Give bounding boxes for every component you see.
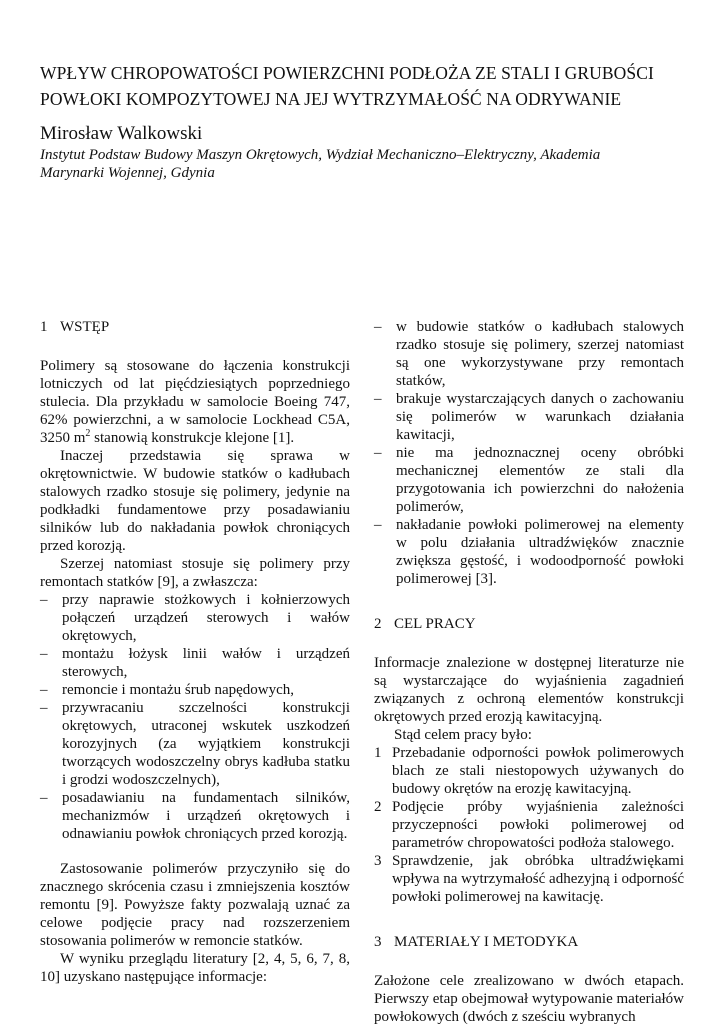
section-title: WSTĘP bbox=[60, 319, 110, 335]
author-affiliation bbox=[40, 146, 690, 182]
item-number: 3 bbox=[374, 853, 382, 869]
list-item: – nakładanie powłoki polimerowej na elementy w polu działania ultradźwięków znacznie zwiększa gęstość, i wodoodporność powłoki polimerowej [3]. bbox=[374, 517, 684, 587]
repair-uses-list bbox=[40, 591, 350, 843]
section-number: 1 bbox=[40, 319, 48, 335]
dash-bullet: – bbox=[374, 391, 382, 407]
superscript: 2 bbox=[85, 428, 91, 439]
dash-bullet: – bbox=[374, 319, 382, 335]
section-heading-intro bbox=[40, 318, 350, 336]
affiliation-line-1: Instytut Podstaw Budowy Maszyn Okrętowych, Wydział Mechaniczno–Elektryczny, Akademia bbox=[40, 147, 601, 163]
goal-paragraph-2: Stąd celem pracy było: bbox=[394, 727, 532, 743]
right-column bbox=[374, 318, 684, 1026]
list-item: 3 Sprawdzenie, jak obróbka ultradźwiękami wpływa na wytrzymałość adhezyjną i odporność powłoki polimerowej na kawitację. bbox=[374, 853, 684, 905]
section-title: MATERIAŁY I METODYKA bbox=[394, 934, 579, 950]
list-item: 1 Przebadanie odporności powłok polimerowych blach ze stali niestopowych używanych do budowy okrętów na erozję kawitacyjną. bbox=[374, 745, 684, 797]
item-number: 1 bbox=[374, 745, 382, 761]
goals-list bbox=[374, 744, 684, 906]
dash-bullet: – bbox=[40, 700, 48, 716]
intro-paragraph-3: Szerzej natomiast stosuje się polimery przy remontach statków [9], a zwłaszcza: bbox=[40, 556, 350, 590]
goal-paragraph-1: Informacje znalezione w dostępnej literaturze nie są wystarczające do wyjaśnienia zagadnień związanych z ochroną elementów konstrukcji okrętowych przed erozją kawitacyjną. bbox=[374, 655, 684, 725]
dash-bullet: – bbox=[374, 445, 382, 461]
list-item: 2 Podjęcie próby wyjaśnienia zależności przyczepności powłoki polimerowej od parametrów chropowatości podłoża stalowego. bbox=[374, 799, 684, 851]
author-name: Mirosław Walkowski bbox=[40, 123, 203, 144]
list-item: – przywracaniu szczelności konstrukcji okrętowych, utraconej wskutek uszkodzeń korozyjnych (za wyjątkiem konstrukcji tworzących wodoszczelny obrys kadłuba statku i grodzi wodoszczelnych), bbox=[40, 700, 350, 788]
affiliation-line-2: Marynarki Wojennej, Gdynia bbox=[40, 165, 215, 181]
left-column bbox=[40, 318, 350, 986]
intro-paragraph-4: Zastosowanie polimerów przyczyniło się do znacznego skrócenia czasu i zmniejszenia kosztów remontu [9]. Powyższe fakty pozwalają uznać za celowe podjęcie pracy nad rozszerzeniem stosowania polimerów w remoncie statków. bbox=[40, 861, 350, 949]
dash-bullet: – bbox=[40, 592, 48, 608]
list-item: – w budowie statków o kadłubach stalowych rzadko stosuje się polimery, szerzej natomiast są one wykorzystywane przy remontach statków, bbox=[374, 319, 684, 389]
intro-paragraph-5: W wyniku przeglądu literatury [2, 4, 5, 6, 7, 8, 10] uzyskano następujące informacje: bbox=[40, 951, 350, 985]
list-item: – posadawianiu na fundamentach silników, mechanizmów i urządzeń okrętowych i odnawianiu powłok chroniących przed korozją. bbox=[40, 790, 350, 842]
section-heading-methods bbox=[374, 933, 684, 951]
section-heading-goal bbox=[374, 615, 684, 633]
dash-bullet: – bbox=[374, 517, 382, 533]
list-item: – remoncie i montażu śrub napędowych, bbox=[40, 682, 295, 698]
list-item: – nie ma jednoznacznej oceny obróbki mechanicznej elementów ze stali dla przygotowania ich powierzchni do nałożenia polimerów, bbox=[374, 445, 684, 515]
literature-findings-list bbox=[374, 318, 684, 588]
paper-title bbox=[40, 60, 700, 112]
dash-bullet: – bbox=[40, 682, 48, 698]
intro-paragraph-2: Inaczej przedstawia się sprawa w okrętownictwie. W budowie statków o kadłubach stalowych rzadko stosuje się polimery, jedynie na podkładki fundamentowe przy posadawianiu silników lub do nakładania powłok chroniących przed korozją. bbox=[40, 448, 350, 554]
dash-bullet: – bbox=[40, 646, 48, 662]
list-item: – montażu łożysk linii wałów i urządzeń sterowych, bbox=[40, 646, 350, 680]
intro-paragraph-1: Polimery są stosowane do łączenia konstrukcji lotniczych od lat pięćdziesiątych poprzedniego stulecia. Dla przykładu w samolocie Boeing 747, 62% powierzchni, a w samolocie Lockhead C5A, 3250 $m^2$ stanowią konstrukcje klejone [1]. bbox=[40, 358, 350, 446]
section-number: 3 bbox=[374, 934, 382, 950]
item-number: 2 bbox=[374, 799, 382, 815]
list-item: – przy naprawie stożkowych i kołnierzowych połączeń urządzeń sterowych i wałów okrętowych, bbox=[40, 592, 350, 644]
section-title: CEL PRACY bbox=[394, 616, 476, 632]
methods-paragraph-1: Założone cele zrealizowano w dwóch etapach. Pierwszy etap obejmował wytypowanie materiałów powłokowych (dwóch z sześciu wybranych bbox=[374, 973, 684, 1025]
list-item: – brakuje wystarczających danych o zachowaniu się polimerów w warunkach działania kawitacji, bbox=[374, 391, 684, 443]
paper-title-line-1: WPŁYW CHROPOWATOŚCI POWIERZCHNI PODŁOŻA ZE STALI I GRUBOŚCI bbox=[40, 63, 654, 83]
paper-title-line-2: POWŁOKI KOMPOZYTOWEJ NA JEJ WYTRZYMAŁOŚĆ NA ODRYWANIE bbox=[40, 89, 622, 109]
dash-bullet: – bbox=[40, 790, 48, 806]
section-number: 2 bbox=[374, 616, 382, 632]
